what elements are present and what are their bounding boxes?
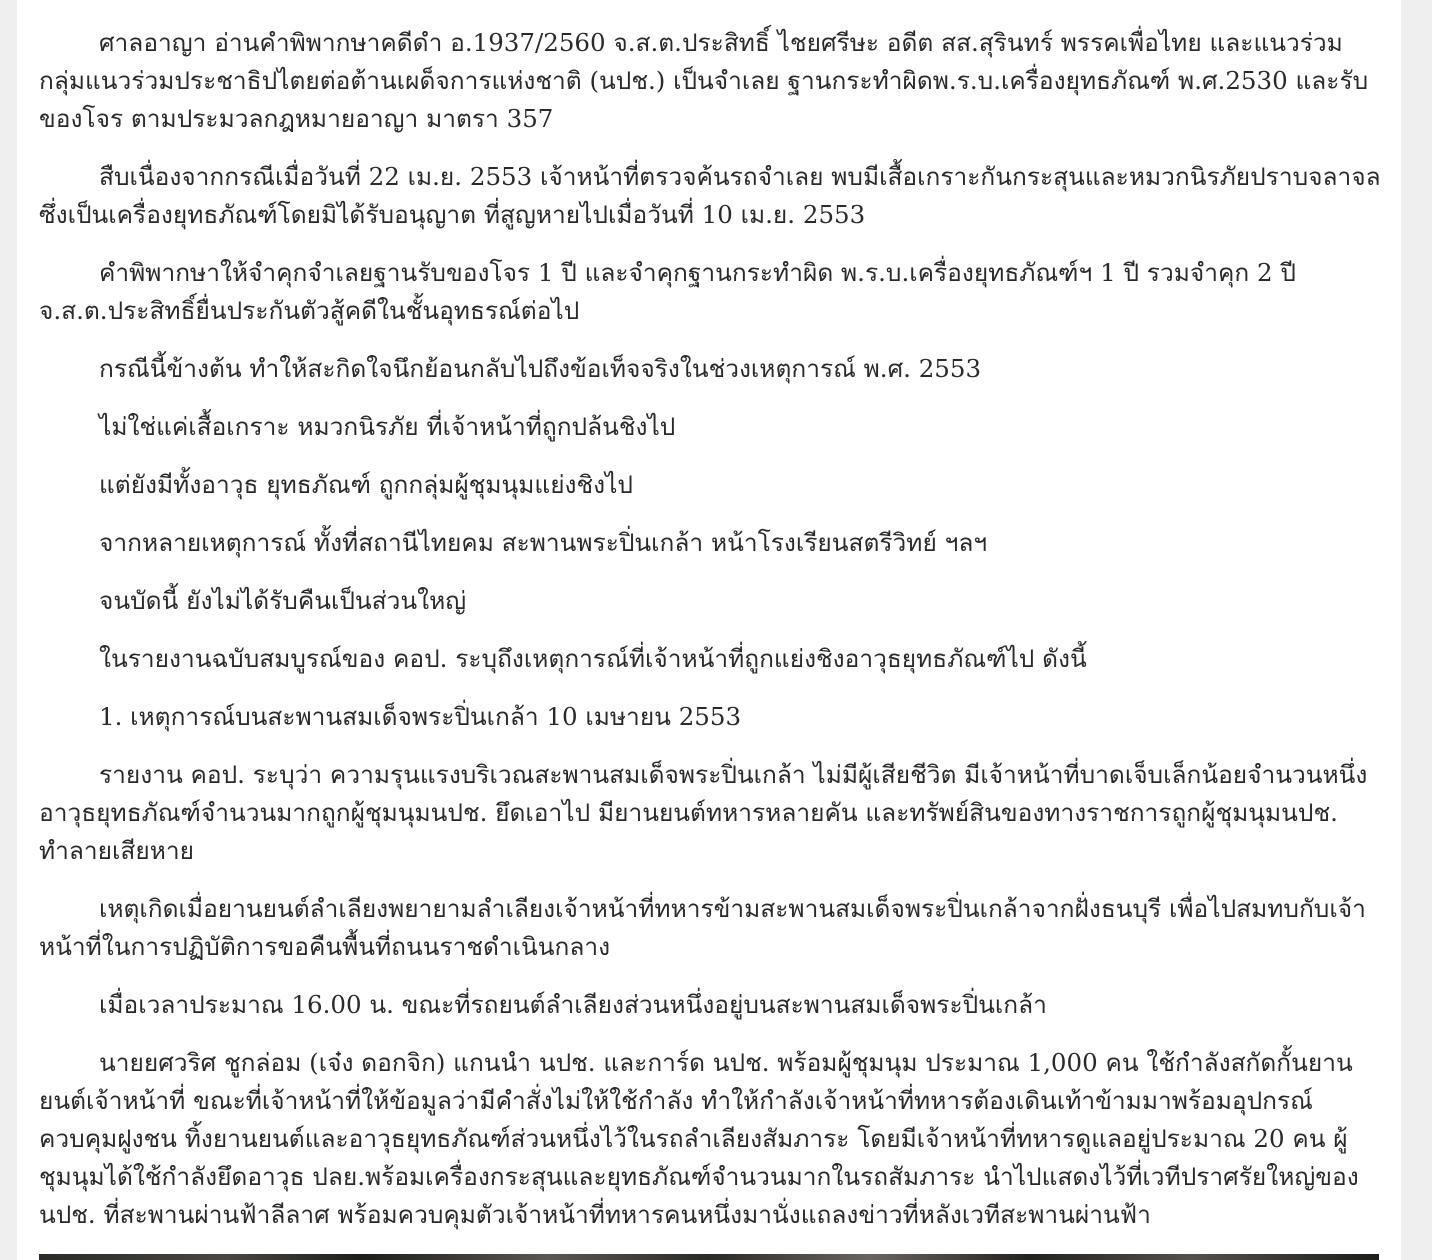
article-paragraph: จากหลายเหตุการณ์ ทั้งที่สถานีไทยคม สะพานพระปิ่นเกล้า หน้าโรงเรียนสตรีวิทย์ ฯลฯ: [99, 528, 988, 557]
article-paragraph: เหตุเกิดเมื่อยานยนต์ลำเลียงพยายามลำเลียงเจ้าหน้าที่ทหารข้ามสะพานสมเด็จพระปิ่นเกล้าจากฝั่งธนบุรี เพื่อไปสมทบกับเจ้าหน้าที่ในการปฏิบัติการขอคืนพื้นที่ถนนราชดำเนินกลาง: [39, 894, 1366, 961]
article-paragraph: กรณีนี้ข้างต้น ทำให้สะกิดใจนึกย้อนกลับไปถึงข้อเท็จจริงในช่วงเหตุการณ์ พ.ศ. 2553: [99, 354, 982, 383]
article-paragraph: เมื่อเวลาประมาณ 16.00 น. ขณะที่รถยนต์ลำเลียงส่วนหนึ่งอยู่บนสะพานสมเด็จพระปิ่นเกล้า: [99, 990, 1047, 1019]
article-paragraph: นายยศวริศ ชูกล่อม (เจ๋ง ดอกจิก) แกนนำ นปช. และการ์ด นปช. พร้อมผู้ชุมนุม ประมาณ 1,000 คน ใช้กำลังสกัดกั้นยานยนต์เจ้าหน้าที่ ขณะที่เจ้าหน้าที่ให้ข้อมูลว่ามีคำสั่งไม่ให้ใช้กำลัง ทำให้กำลังเจ้าหน้าที่ทหารต้องเดินเท้าข้ามมาพร้อมอุปกรณ์ควบคุมฝูงชน ทิ้งยานยนต์และอาวุธยุทธภัณฑ์ส่วนหนึ่งไว้ในรถลำเลียงสัมภาระ โดยมีเจ้าหน้าที่ทหารดูแลอยู่ประมาณ 20 คน ผู้ชุมนุมได้ใช้กำลังยึดอาวุธ ปลย.พร้อมเครื่องกระสุนและยุทธภัณฑ์จำนวนมากในรถสัมภาระ นำไปแสดงไว้ที่เวทีปราศรัยใหญ่ของนปช. ที่สะพานผ่านฟ้าลีลาศ พร้อมควบคุมตัวเจ้าหน้าที่ทหารคนหนึ่งมานั่งแถลงข่าวที่หลังเวทีสะพานผ่านฟ้า: [39, 1048, 1359, 1229]
article-paragraph: คำพิพากษาให้จำคุกจำเลยฐานรับของโจร 1 ปี และจำคุกฐานกระทำผิด พ.ร.บ.เครื่องยุทธภัณฑ์ฯ 1 ปี รวมจำคุก 2 ปี จ.ส.ต.ประสิทธิ์ยื่นประกันตัวสู้คดีในชั้นอุทธรณ์ต่อไป: [39, 258, 1296, 325]
article-page: [17, 0, 1401, 1260]
article-paragraph: แต่ยังมีทั้งอาวุธ ยุทธภัณฑ์ ถูกกลุ่มผู้ชุมนุมแย่งชิงไป: [99, 470, 633, 499]
article-paragraph: รายงาน คอป. ระบุว่า ความรุนแรงบริเวณสะพานสมเด็จพระปิ่นเกล้า ไม่มีผู้เสียชีวิต มีเจ้าหน้าที่บาดเจ็บเล็กน้อยจำนวนหนึ่ง อาวุธยุทธภัณฑ์จำนวนมากถูกผู้ชุมนุมนปช. ยึดเอาไป มียานยนต์ทหารหลายคัน และทรัพย์สินของทางราชการถูกผู้ชุมนุมนปช. ทำลายเสียหาย: [39, 760, 1368, 865]
article-paragraph: ไม่ใช่แค่เสื้อเกราะ หมวกนิรภัย ที่เจ้าหน้าที่ถูกปล้นชิงไป: [99, 412, 676, 441]
article-paragraph: ในรายงานฉบับสมบูรณ์ของ คอป. ระบุถึงเหตุการณ์ที่เจ้าหน้าที่ถูกแย่งชิงอาวุธยุทธภัณฑ์ไป ดังนี้: [99, 644, 1087, 673]
article-paragraph: ศาลอาญา อ่านคำพิพากษาคดีดำ อ.1937/2560 จ.ส.ต.ประสิทธิ์ ไชยศรีษะ อดีต สส.สุรินทร์ พรรคเพื่อไทย และแนวร่วมกลุ่มแนวร่วมประชาธิปไตยต่อต้านเผด็จการแห่งชาติ (นปช.) เป็นจำเลย ฐานกระทำผิดพ.ร.บ.เครื่องยุทธภัณฑ์ พ.ศ.2530 และรับของโจร ตามประมวลกฎหมายอาญา มาตรา 357: [39, 28, 1369, 133]
article-paragraph: 1. เหตุการณ์บนสะพานสมเด็จพระปิ่นเกล้า 10 เมษายน 2553: [99, 702, 742, 731]
article-paragraph: สืบเนื่องจากกรณีเมื่อวันที่ 22 เม.ย. 2553 เจ้าหน้าที่ตรวจค้นรถจำเลย พบมีเสื้อเกราะกันกระสุนและหมวกนิรภัยปราบจลาจล ซึ่งเป็นเครื่องยุทธภัณฑ์โดยมิได้รับอนุญาต ที่สูญหายไปเมื่อวันที่ 10 เม.ย. 2553: [39, 162, 1381, 229]
article-photo: [39, 1254, 1379, 1260]
article-paragraph: จนบัดนี้ ยังไม่ได้รับคืนเป็นส่วนใหญ่: [99, 586, 467, 615]
article-body: [39, 24, 1384, 1254]
